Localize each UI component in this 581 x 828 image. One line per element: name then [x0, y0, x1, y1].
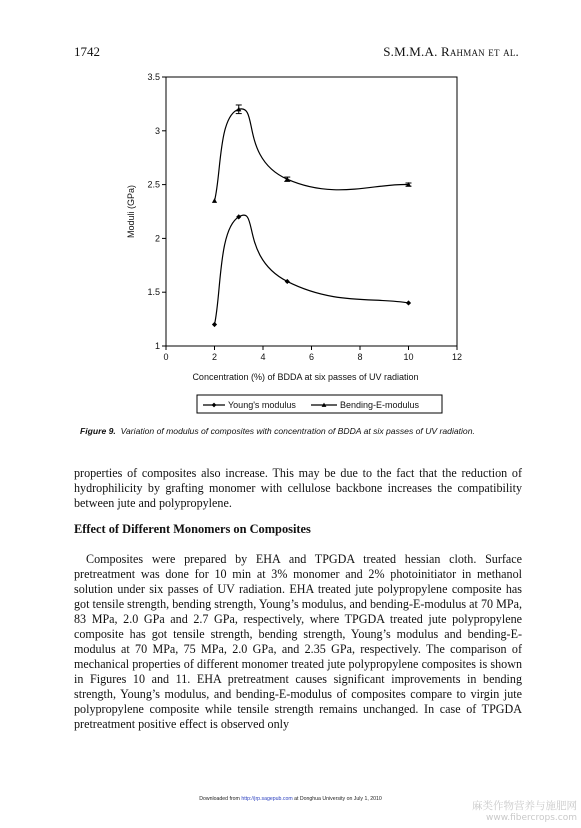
paragraph-2: Composites were prepared by EHA and TPGDA treated hessian cloth. Surface pretreatment was done for 10 min at 3% monomer and 2% photoinitiator in methanol solution under six passes of UV radiation. EHA treated jute polypropylene composite has got tensile strength, bending strength, Young’s modulus, and bending-E-modulus at 70 MPa, 83 MPa, 2.0 GPa and 2.7 GPa, respectively, where TPGDA treated jute polypropylene composite has got tensile strength, bending strength, Young’s modulus and bending-E-modulus at 70 MPa, 75 MPa, 2.0 GPa, and 2.35 GPa, respectively. The comparison of mechanical properties of different monomer treated jute polypropylene composites is shown in Figures 10 and 11. EHA pretreatment causes significant improvements in bending strength, Young’s modulus, and bending-E-modulus of composites compare to virgin jute polypropylene composite while tensile strength remains unchanged. In case of TPGDA pretreatment positive effect is observed only: [74, 552, 522, 731]
x-tick-label: 0: [163, 352, 169, 362]
y-tick-label: 2: [154, 233, 160, 244]
data-point-diamond: [212, 322, 217, 327]
legend-label-2: Bending-E-modulus: [340, 400, 420, 410]
footer-suffix: at Donghua University on July 1, 2010: [292, 796, 382, 802]
x-tick-label: 4: [260, 352, 266, 362]
paragraph-1: properties of composites also increase. This may be due to the fact that the reduction of hydrophilicity by grafting monomer with cellulose backbone increases the compatibility between jute and polypropylene.: [74, 466, 522, 510]
section-heading: Effect of Different Monomers on Composites: [74, 522, 311, 536]
y-tick-label: 1.5: [147, 287, 160, 298]
x-axis-label: Concentration (%) of BDDA at six passes of UV radiation: [192, 372, 419, 382]
caption-text: Variation of modulus of composites with concentration of BDDA at six passes of UV radiation.: [120, 426, 475, 436]
y-tick-label: 3.5: [147, 72, 160, 82]
x-tick-label: 6: [308, 352, 315, 362]
footer-prefix: Downloaded from: [199, 796, 242, 802]
watermark-line-1: 麻类作物营养与施肥网: [472, 800, 577, 812]
y-tick-label: 2.5: [147, 179, 160, 190]
data-point-triangle: [212, 198, 217, 203]
x-tick-label: 10: [403, 352, 414, 362]
watermark: [472, 800, 577, 824]
x-tick-label: 8: [357, 352, 363, 362]
data-point-diamond: [285, 279, 290, 284]
series-line-2: [215, 109, 409, 201]
x-tick-label: 12: [451, 352, 463, 362]
y-tick-label: 3: [154, 125, 160, 136]
series-line-1: [215, 215, 409, 324]
authors-smallcaps: Rahman et al.: [440, 44, 519, 59]
page-number: 1742: [74, 44, 100, 59]
x-tick-label: 2: [211, 352, 218, 362]
y-tick-label: 1: [154, 341, 160, 351]
figure-caption: [80, 426, 540, 436]
caption-label: Figure 9.: [80, 426, 116, 436]
data-point-diamond: [406, 300, 411, 305]
legend-label-1: Young's modulus: [228, 400, 296, 410]
footer-link[interactable]: http://jrp.sagepub.com: [241, 796, 293, 802]
plot-frame: [166, 77, 457, 346]
watermark-line-2: www.fibercrops.com: [486, 813, 577, 823]
y-axis-label: Moduli (GPa): [126, 184, 136, 239]
authors-prefix: S.M.M.A.: [383, 44, 441, 59]
